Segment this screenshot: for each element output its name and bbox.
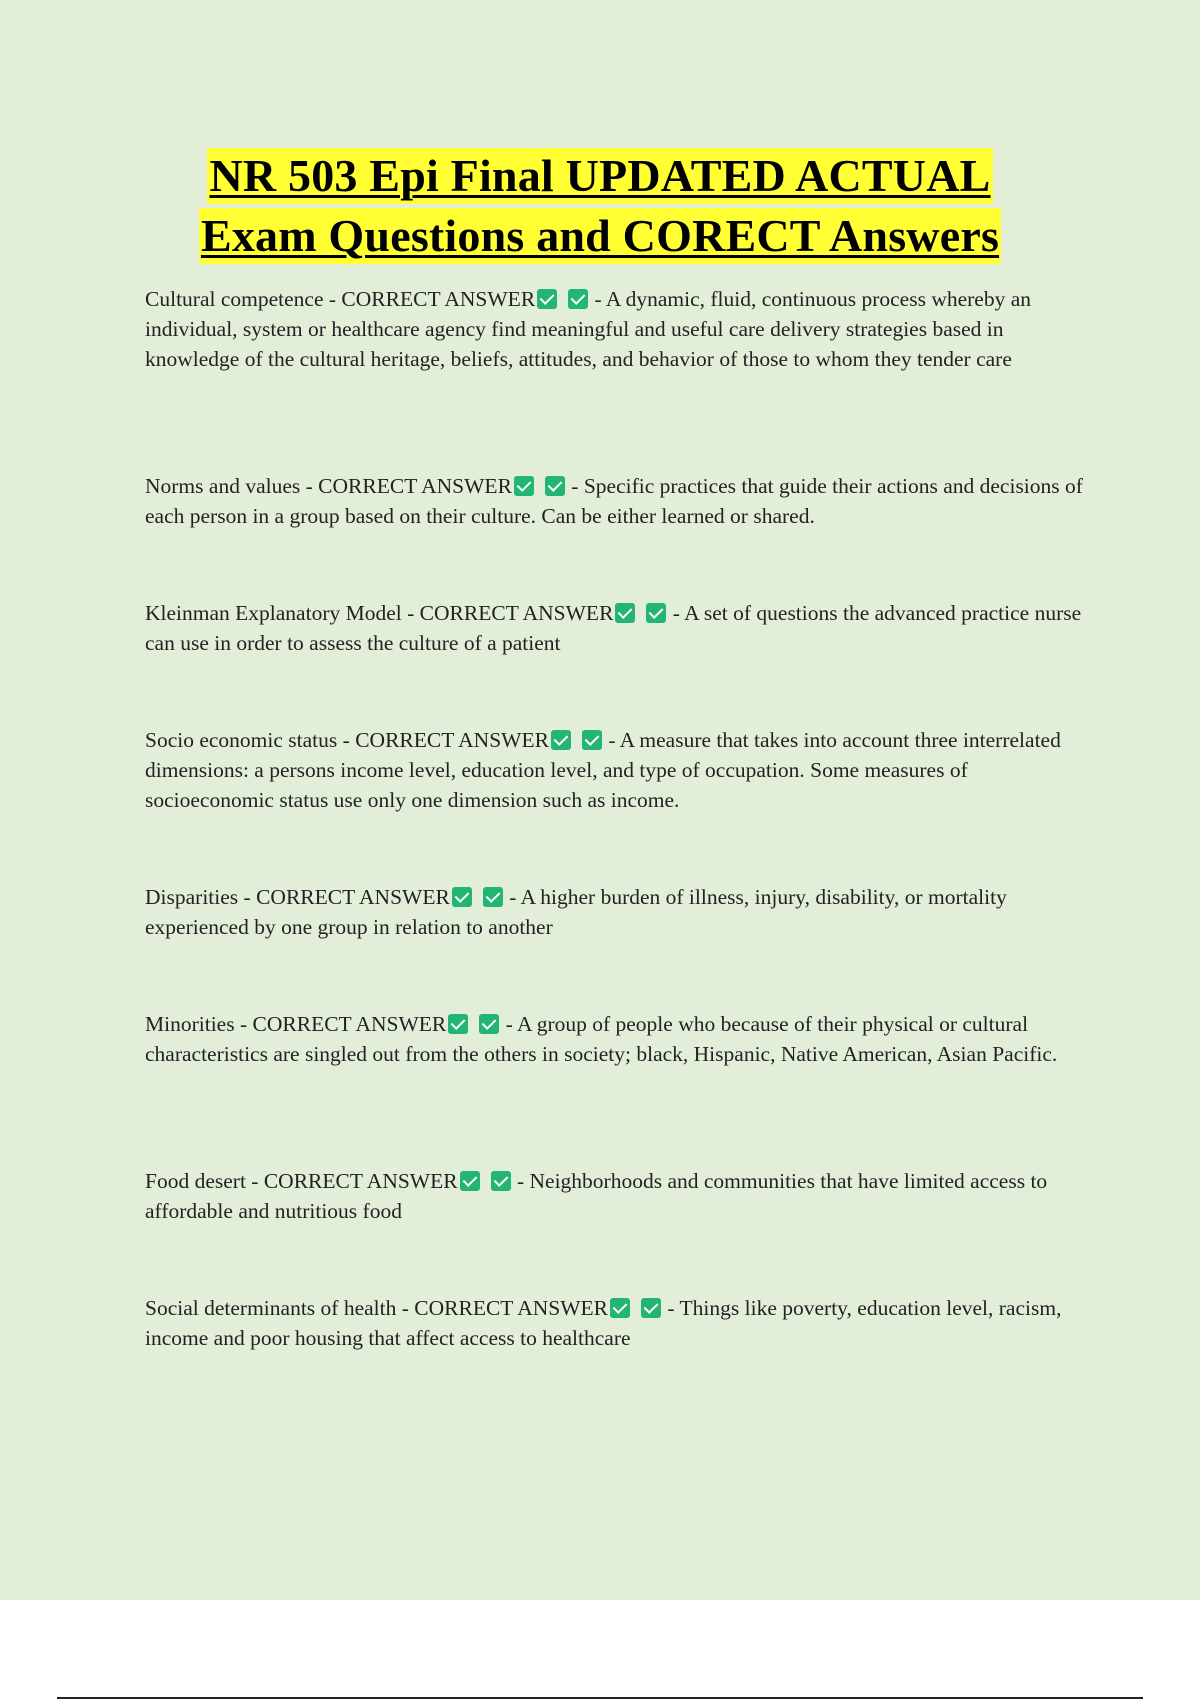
document-title xyxy=(0,146,1200,266)
footer-divider xyxy=(57,1697,1143,1699)
qa-item-minorities: Minorities - CORRECT ANSWER - A group of people who because of their physical or cultural characteristics are singled out from the others in society; black, Hispanic, Native American, Asian Pacific. xyxy=(145,1012,1058,1066)
title-line-2: Exam Questions and CORECT Answers xyxy=(199,208,1001,264)
answer-label: CORRECT ANSWER xyxy=(263,1169,458,1193)
definition: Neighborhoods and communities that have limited access to affordable and nutritious food xyxy=(145,1169,1048,1223)
definition: A dynamic, fluid, continuous process whereby an individual, system or healthcare agency find meaningful and useful care delivery strategies based in knowledge of the cultural heritage, beliefs, attitudes, and behavior of those to whom they tender care xyxy=(145,287,1032,371)
green-checkmark-icon xyxy=(641,1298,661,1318)
qa-item-norms-and-values: Norms and values - CORRECT ANSWER - Specific practices that guide their actions and decisions of each person in a group based on their culture. Can be either learned or shared. xyxy=(145,474,1083,528)
term: Cultural competence xyxy=(145,287,324,311)
term: Social determinants of health xyxy=(145,1296,397,1320)
qa-item-disparities: Disparities - CORRECT ANSWER - A higher burden of illness, injury, disability, or mortality experienced by one group in relation to another xyxy=(145,885,1007,939)
green-checkmark-icon xyxy=(452,887,472,907)
green-checkmark-icon xyxy=(582,730,602,750)
definition: Things like poverty, education level, racism, income and poor housing that affect access to healthcare xyxy=(145,1296,1062,1350)
title-line-1: NR 503 Epi Final UPDATED ACTUAL xyxy=(207,148,992,204)
green-checkmark-icon xyxy=(610,1298,630,1318)
green-checkmark-icon xyxy=(479,1014,499,1034)
qa-item-kleinman-explanatory-model: Kleinman Explanatory Model - CORRECT ANSWER - A set of questions the advanced practice nurse can use in order to assess the culture of a patient xyxy=(145,601,1082,655)
answer-label: CORRECT ANSWER xyxy=(341,287,536,311)
qa-item-socio-economic-status: Socio economic status - CORRECT ANSWER - A measure that takes into account three interrelated dimensions: a persons income level, education level, and type of occupation. Some measures of socioeconomic status use only one dimension such as income. xyxy=(145,728,1061,812)
green-checkmark-icon xyxy=(615,603,635,623)
definition: A set of questions the advanced practice nurse can use in order to assess the culture of a patient xyxy=(145,601,1082,655)
green-checkmark-icon xyxy=(545,476,565,496)
term: Minorities xyxy=(145,1012,235,1036)
definition: A measure that takes into account three interrelated dimensions: a persons income level, education level, and type of occupation. Some measures of socioeconomic status use only one dimension such as income. xyxy=(145,728,1061,812)
term: Norms and values xyxy=(145,474,301,498)
green-checkmark-icon xyxy=(646,603,666,623)
definition: A higher burden of illness, injury, disability, or mortality experienced by one group in relation to another xyxy=(145,885,1007,939)
answer-label: CORRECT ANSWER xyxy=(256,885,450,909)
term: Kleinman Explanatory Model xyxy=(145,601,402,625)
answer-label: CORRECT ANSWER xyxy=(414,1296,609,1320)
green-checkmark-icon xyxy=(568,289,588,309)
term: Socio economic status xyxy=(145,728,338,752)
green-checkmark-icon xyxy=(551,730,571,750)
term: Disparities xyxy=(145,885,239,909)
definition: A group of people who because of their physical or cultural characteristics are singled out from the others in society; black, Hispanic, Native American, Asian Pacific. xyxy=(145,1012,1058,1066)
green-checkmark-icon xyxy=(491,1171,511,1191)
qa-item-food-desert: Food desert - CORRECT ANSWER - Neighborhoods and communities that have limited access to affordable and nutritious food xyxy=(145,1169,1048,1223)
answer-label: CORRECT ANSWER xyxy=(318,474,512,498)
qa-item-cultural-competence: Cultural competence - CORRECT ANSWER - A dynamic, fluid, continuous process whereby an individual, system or healthcare agency find meaningful and useful care delivery strategies based in knowledge of the cultural heritage, beliefs, attitudes, and behavior of those to whom they tender care xyxy=(145,287,1032,371)
definition: Specific practices that guide their actions and decisions of each person in a group based on their culture. Can be either learned or shared. xyxy=(145,474,1083,528)
green-checkmark-icon xyxy=(483,887,503,907)
qa-item-social-determinants-of-health: Social determinants of health - CORRECT ANSWER - Things like poverty, education level, racism, income and poor housing that affect access to healthcare xyxy=(145,1296,1062,1350)
answer-label: CORRECT ANSWER xyxy=(355,728,549,752)
term: Food desert xyxy=(145,1169,246,1193)
green-checkmark-icon xyxy=(514,476,534,496)
answer-label: CORRECT ANSWER xyxy=(419,601,614,625)
answer-label: CORRECT ANSWER xyxy=(252,1012,447,1036)
green-checkmark-icon xyxy=(460,1171,480,1191)
green-checkmark-icon xyxy=(537,289,557,309)
green-checkmark-icon xyxy=(448,1014,468,1034)
